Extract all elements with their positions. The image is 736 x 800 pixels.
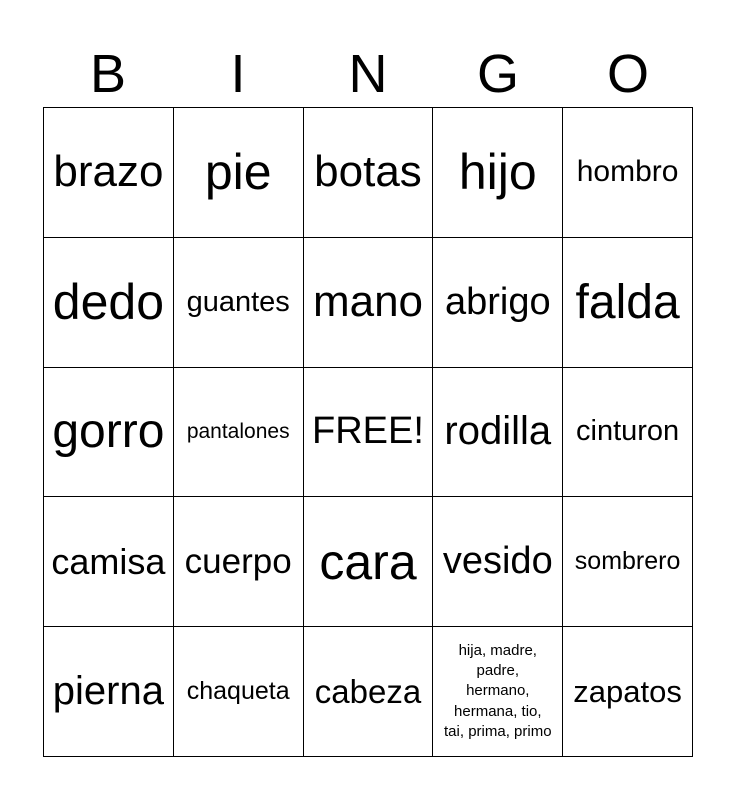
bingo-cell[interactable] <box>44 497 174 627</box>
cell-text: camisa <box>51 540 166 582</box>
cell-text: cabeza <box>314 672 422 710</box>
cell-text: hija, madre, padre, hermano, hermana, tio, tai, prima, primo <box>444 641 552 740</box>
bingo-cell[interactable] <box>174 497 304 627</box>
cell-text: rodilla <box>444 409 552 454</box>
bingo-cell[interactable] <box>304 627 434 757</box>
cell-text: zapatos <box>573 673 682 709</box>
cell-text: dedo <box>52 274 165 331</box>
cell-text: botas <box>314 147 422 197</box>
cell-text: guantes <box>186 285 290 318</box>
free-space-label: FREE! <box>312 410 424 453</box>
cell-text: gorro <box>52 405 165 459</box>
cell-text: cara <box>319 533 417 590</box>
free-space-cell[interactable] <box>304 368 434 498</box>
cell-text: abrigo <box>444 280 551 323</box>
bingo-cell[interactable] <box>563 108 693 238</box>
header-letter-g: G <box>476 44 519 104</box>
bingo-cell[interactable] <box>174 368 304 498</box>
header-letter-o: O <box>606 44 649 104</box>
bingo-grid <box>43 107 693 757</box>
cell-text: hijo <box>458 144 537 201</box>
cell-text: sombrero <box>574 547 681 576</box>
bingo-cell[interactable] <box>174 238 304 368</box>
cell-text: cuerpo <box>184 541 292 581</box>
bingo-cell[interactable] <box>433 238 563 368</box>
bingo-cell[interactable] <box>304 497 434 627</box>
header-letter-b: B <box>89 44 127 104</box>
bingo-cell[interactable] <box>174 108 304 238</box>
cell-text: mano <box>312 277 424 327</box>
cell-text: falda <box>575 275 680 329</box>
cell-text: pierna <box>52 669 164 714</box>
bingo-cell[interactable] <box>44 108 174 238</box>
header-letter-i: I <box>230 44 246 104</box>
cell-text: pantalones <box>186 419 290 443</box>
bingo-cell[interactable] <box>563 627 693 757</box>
bingo-cell[interactable] <box>433 108 563 238</box>
bingo-cell[interactable] <box>563 497 693 627</box>
bingo-cell[interactable] <box>44 368 174 498</box>
bingo-cell[interactable] <box>304 108 434 238</box>
bingo-cell[interactable] <box>44 238 174 368</box>
cell-text: brazo <box>53 147 164 197</box>
bingo-cell[interactable] <box>433 497 563 627</box>
cell-text: pie <box>204 144 272 201</box>
bingo-cell[interactable] <box>304 238 434 368</box>
bingo-cell[interactable] <box>174 627 304 757</box>
cell-text: hombro <box>576 155 679 189</box>
header-letter-n: N <box>348 44 388 104</box>
bingo-cell[interactable] <box>433 627 563 757</box>
cell-text: cinturon <box>576 415 680 448</box>
bingo-cell[interactable] <box>433 368 563 498</box>
cell-text: vesido <box>442 540 553 583</box>
bingo-cell[interactable] <box>44 627 174 757</box>
bingo-cell[interactable] <box>563 368 693 498</box>
cell-text: chaqueta <box>186 677 290 706</box>
bingo-header <box>43 40 693 108</box>
bingo-cell[interactable] <box>563 238 693 368</box>
